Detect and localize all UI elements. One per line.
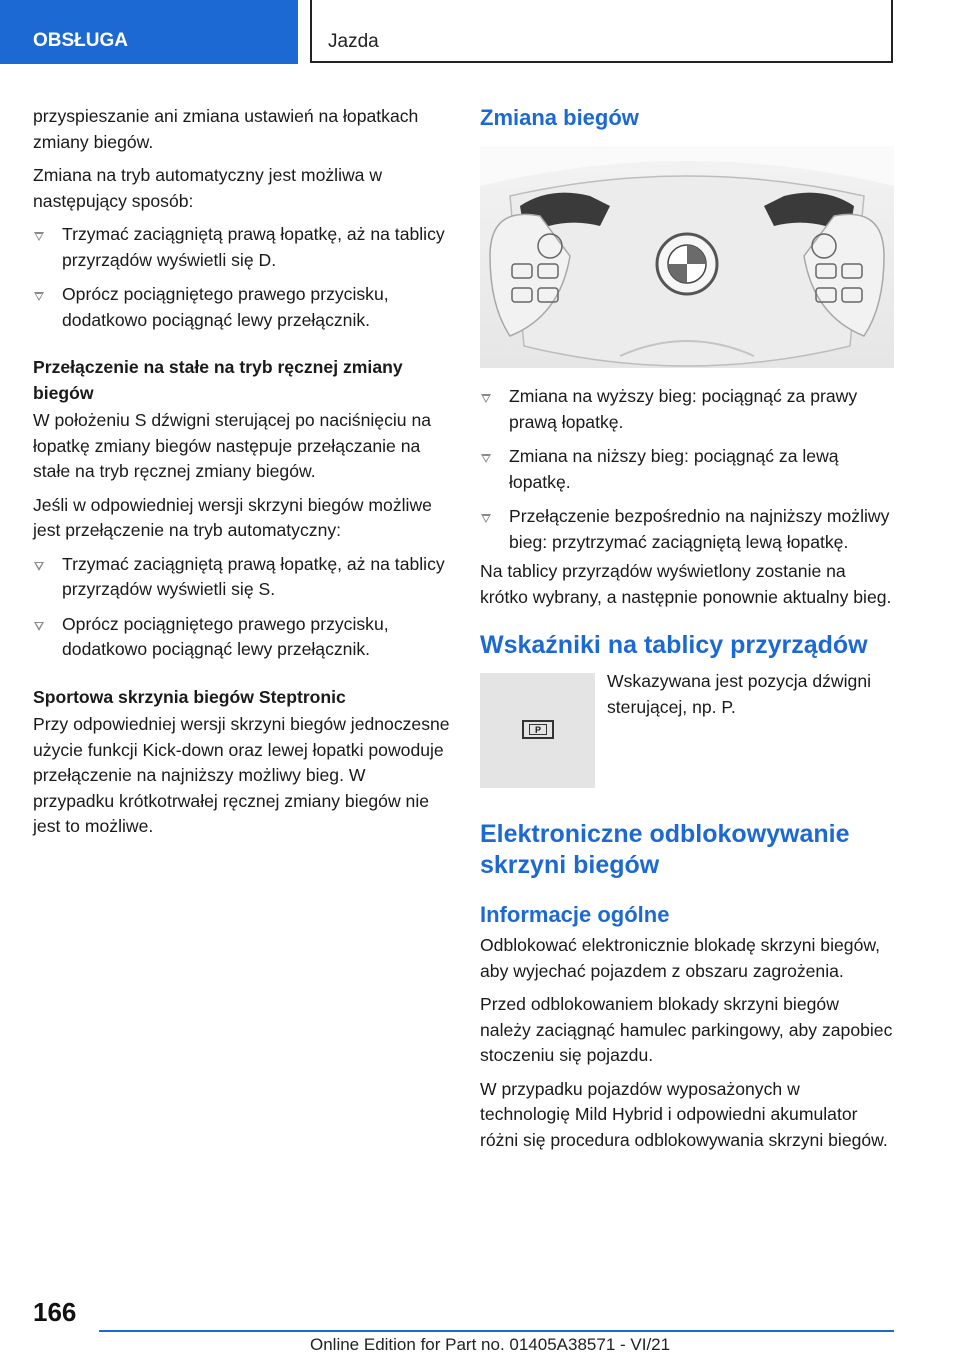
step-list — [33, 552, 451, 663]
heading-gear-change: Zmiana biegów — [480, 105, 639, 130]
list-item: Trzymać zaciągniętą prawą łopatkę, aż na tablicy przyrządów wyświetli się D. — [33, 222, 451, 273]
bullet-triangle-icon — [481, 514, 491, 523]
steering-wheel-icon — [480, 146, 894, 368]
footer-edition: Online Edition for Part no. 01405A38571 - VI/21 — [310, 1335, 671, 1354]
indicator-description: Wskazywana jest pozycja dźwigni sterującej, np. P. — [607, 671, 872, 717]
steering-wheel-illustration — [480, 146, 894, 368]
paragraph: przyspieszanie ani zmiana ustawień na łopatkach zmiany biegów. — [33, 106, 419, 152]
indicator-block — [480, 673, 894, 793]
paragraph: Na tablicy przyrządów wyświetlony zostanie na krótko wybrany, a następnie ponownie aktualny bieg. — [480, 561, 892, 607]
paragraph: Przy odpowiedniej wersji skrzyni biegów jednoczesne użycie funkcji Kick-down oraz lewej łopatki powoduje przełączenie na najniższy możliwy bieg. W przypadku krótkotrwałej ręcznej zmiany biegów nie jest to możliwe. — [33, 714, 450, 836]
list-item: Trzymać zaciągniętą prawą łopatkę, aż na tablicy przyrządów wyświetli się S. — [33, 552, 451, 603]
bullet-triangle-icon — [481, 394, 491, 403]
paragraph: W położeniu S dźwigni sterującej po naciśnięciu na łopatkę zmiany biegów następuje przełączanie na stałe na tryb ręcznej zmiany biegów. — [33, 410, 432, 481]
bullet-triangle-icon — [481, 454, 491, 463]
list-item: Oprócz pociągniętego prawego przycisku, dodatkowo pociągnąć lewy przełącznik. — [33, 612, 451, 663]
section-title: OBSŁUGA — [33, 30, 128, 51]
list-item: Zmiana na wyższy bieg: pociągnąć za prawy prawą łopatkę. — [480, 384, 894, 435]
heading-general-info: Informacje ogólne — [480, 902, 670, 927]
section-tab — [0, 0, 298, 64]
step-list — [33, 222, 451, 333]
paragraph: Odblokować elektronicznie blokadę skrzyni biegów, aby wyjechać pojazdem z obszaru zagrożenia. — [480, 935, 880, 981]
right-column — [480, 104, 894, 1161]
bullet-triangle-icon — [34, 562, 44, 571]
chapter-header — [310, 0, 893, 63]
step-list — [480, 384, 894, 555]
display-illustration — [480, 673, 595, 788]
list-item: Zmiana na niższy bieg: pociągnąć za lewą łopatkę. — [480, 444, 894, 495]
subheading-sport: Sportowa skrzynia biegów Steptronic — [33, 686, 346, 707]
subheading-manual-mode: Przełączenie na stałe na tryb ręcznej zmiany biegów — [33, 357, 403, 403]
gear-indicator-icon — [522, 720, 554, 739]
bullet-triangle-icon — [34, 292, 44, 301]
heading-indicators: Wskaźniki na tablicy przyrządów — [480, 631, 868, 659]
bullet-triangle-icon — [34, 232, 44, 241]
paragraph: Przed odblokowaniem blokady skrzyni biegów należy zaciągnąć hamulec parkingowy, aby zapobiec stoczeniu się pojazdu. — [480, 994, 893, 1065]
bullet-triangle-icon — [34, 622, 44, 631]
paragraph: W przypadku pojazdów wyposażonych w technologię Mild Hybrid i odpowiedni akumulator różni się procedura odblokowywania skrzyni biegów. — [480, 1078, 888, 1150]
page-number: 166 — [33, 1297, 77, 1327]
list-item: Przełączenie bezpośrednio na najniższy możliwy bieg: przytrzymać zaciągniętą lewą łopatkę. — [480, 504, 894, 555]
list-item: Oprócz pociągniętego prawego przycisku, dodatkowo pociągnąć lewy przełącznik. — [33, 282, 451, 333]
heading-electronic-unlock: Elektroniczne odblokowywanie skrzyni biegów — [480, 820, 850, 879]
left-column — [33, 104, 451, 848]
chapter-title: Jazda — [328, 31, 379, 52]
paragraph: Jeśli w odpowiedniej wersji skrzyni biegów możliwe jest przełączenie na tryb automatyczny: — [33, 494, 432, 540]
footer-divider — [99, 1330, 894, 1332]
gear-indicator-symbol: P — [529, 724, 547, 735]
paragraph: Zmiana na tryb automatyczny jest możliwa w następujący sposób: — [33, 165, 383, 211]
